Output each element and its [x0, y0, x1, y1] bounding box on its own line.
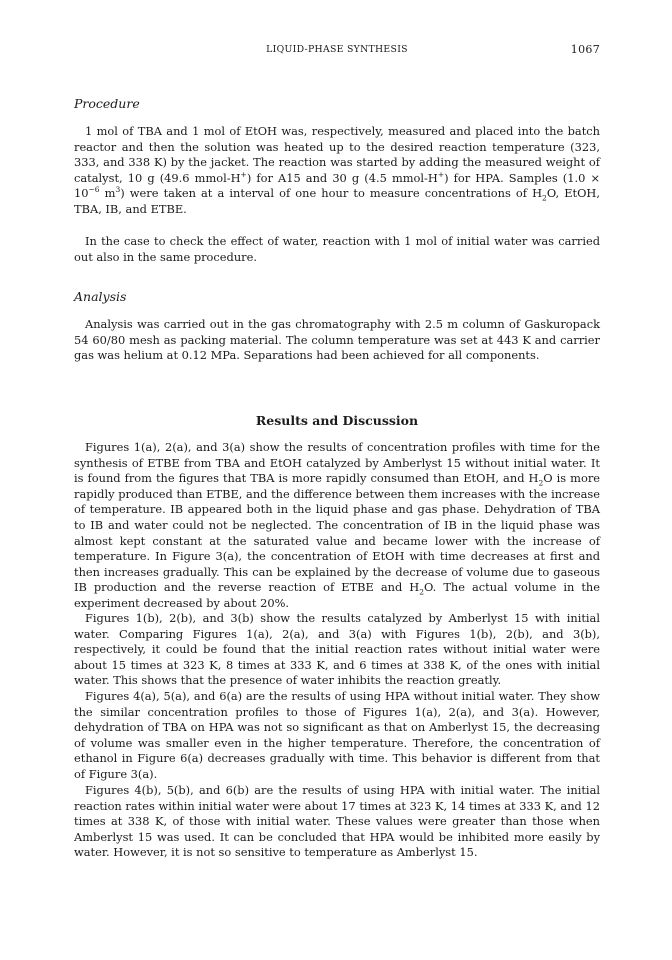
procedure-heading: Procedure — [74, 96, 140, 111]
superscript: 3 — [115, 185, 121, 195]
running-title: LIQUID-PHASE SYNTHESIS — [266, 44, 408, 55]
results-heading: Results and Discussion — [255, 413, 419, 428]
analysis-heading: Analysis — [74, 289, 127, 304]
procedure-p1-text-f: O, EtOH, TBA, IB, and ETBE. — [74, 186, 600, 216]
page-number: 1067 — [570, 43, 600, 56]
procedure-paragraph-1 — [74, 124, 600, 218]
results-p1-text-b: O is more rapidly produced than ETBE, and the difference between them increases with the increase of temperature. IB appeared both in the liquid phase and gas phase. Dehydration of TBA to IB and water could not be neglected. The concentration of IB in the liquid phase was almost kept constant at the saturated value and became lower with the increase of temperature. In Figure 3(a), the concentration of EtOH with time decreases at first and then increases gradually. This can be explained by the decrease of volume due to gaseous IB production and the reverse reaction of ETBE and H — [74, 471, 601, 595]
procedure-p1-text-d: m — [99, 186, 116, 201]
analysis-paragraph-1: Analysis was carried out in the gas chromatography with 2.5 m column of Gaskuropack 54 60/80 mesh as packing material. The column temperature was set at 443 K and carrier gas was helium at 0.12 MPa. Separations had been achieved for all components. — [74, 317, 600, 363]
procedure-p1-text-b: ) for A15 and 30 g (4.5 mmol-H — [246, 170, 438, 185]
procedure-p1-text-e: ) were taken at a interval of one hour to measure concentrations of H — [120, 186, 543, 201]
superscript: −6 — [88, 185, 100, 195]
results-paragraph-1 — [74, 440, 600, 612]
results-paragraph-4: Figures 4(b), 5(b), and 6(b) are the results of using HPA with initial water. The initial reaction rates within initial water were about 17 times at 323 K, 14 times at 333 K, and 12 times at 338 K, of those with initial water. These values were greater than those when Amberlyst 15 was used. It can be concluded that HPA would be inhibited more easily by water. However, it is not so sensitive to temperature as Amberlyst 15. — [74, 783, 600, 860]
results-p1-text-c: O. The actual volume in the experiment decreased by about 20%. — [74, 580, 600, 610]
procedure-p1-text-a: 1 mol of TBA and 1 mol of EtOH was, respectively, measured and placed into the batch reactor and then the solution was heated up to the desired reaction temperature (323, 333, and 338 K) by the jacket. The reaction was started by adding the measured weight of catalyst, 10 g (49.6 mmol-H — [74, 124, 600, 185]
procedure-p1-text-c: ) for HPA. Samples (1.0 × 10 — [74, 170, 601, 201]
subscript: 2 — [542, 193, 547, 203]
running-header — [74, 44, 600, 58]
results-paragraph-2: Figures 1(b), 2(b), and 3(b) show the results catalyzed by Amberlyst 15 with initial water. Comparing Figures 1(a), 2(a), and 3(a) with Figures 1(b), 2(b), and 3(b), respectively, it could be found that the initial reaction rates without initial water were about 15 times at 323 K, 8 times at 333 K, and 6 times at 338 K, of the ones with initial water. This shows that the presence of water inhibits the reaction greatly. — [74, 611, 600, 688]
superscript: + — [437, 169, 445, 179]
results-paragraph-3: Figures 4(a), 5(a), and 6(a) are the results of using HPA without initial water. They show the similar concentration profiles to those of Figures 1(a), 2(a), and 3(a). However, dehydration of TBA on HPA was not so significant as that on Amberlyst 15, the decreasing of volume was smaller even in the higher temperature. Therefore, the concentration of ethanol in Figure 6(a) decreases gradually with time. This behavior is different from that of Figure 3(a). — [74, 689, 600, 781]
subscript: 2 — [419, 587, 425, 597]
results-p1-text-a: Figures 1(a), 2(a), and 3(a) show the results of concentration profiles with time for the synthesis of ETBE from TBA and EtOH catalyzed by Amberlyst 15 without initial water. It is found from the figures that TBA is more rapidly consumed than EtOH, and H — [74, 440, 600, 486]
subscript: 2 — [538, 478, 544, 488]
procedure-paragraph-2: In the case to check the effect of water, reaction with 1 mol of initial water was carried out also in the same procedure. — [74, 234, 600, 264]
superscript: + — [240, 169, 247, 179]
